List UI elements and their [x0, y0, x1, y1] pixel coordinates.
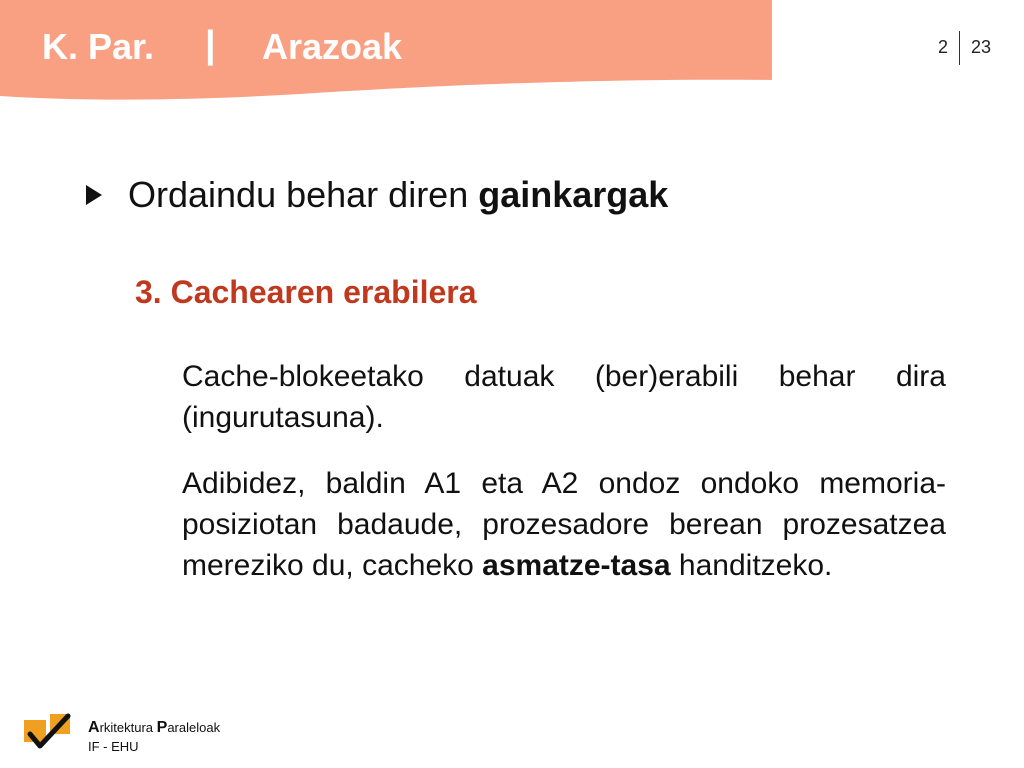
page-number: 2: [937, 37, 948, 57]
paragraph-2-bold: asmatze-tasa: [482, 549, 671, 582]
section-title: Arazoak: [262, 26, 403, 67]
footer-cap-p: P: [156, 719, 168, 736]
footer-cap-a: A: [88, 719, 100, 736]
footer-institution: IF - EHU: [88, 739, 139, 754]
page-total: 23: [971, 37, 992, 57]
paragraph-1: Cache-blokeetako datuak (ber)erabili behar dira (ingurutasuna).: [182, 360, 946, 434]
course-title: K. Par.: [42, 26, 155, 67]
slide-heading: [128, 174, 668, 216]
checkmark-logo: [24, 712, 74, 752]
subheading: 3. Cachearen erabilera: [135, 274, 477, 310]
footer-text-a: rkitektura: [99, 720, 157, 735]
heading-text: Ordaindu behar diren: [128, 174, 479, 215]
page-separator: [959, 31, 960, 65]
paragraph-2-end: handitzeko.: [670, 549, 833, 582]
footer-text-p: araleloak: [167, 720, 221, 735]
heading-bold: gainkargak: [478, 174, 669, 215]
paragraph-2-text: Adibidez, baldin A1 eta A2 ondoz ondoko memoria-posiziotan badaude, prozesadore berean prozesatzea mereziko du, cacheko: [182, 467, 946, 582]
triangle-right-icon: [86, 185, 102, 205]
title-divider: |: [205, 24, 216, 66]
paragraph-2: [182, 463, 946, 586]
footer-course: [88, 719, 220, 737]
